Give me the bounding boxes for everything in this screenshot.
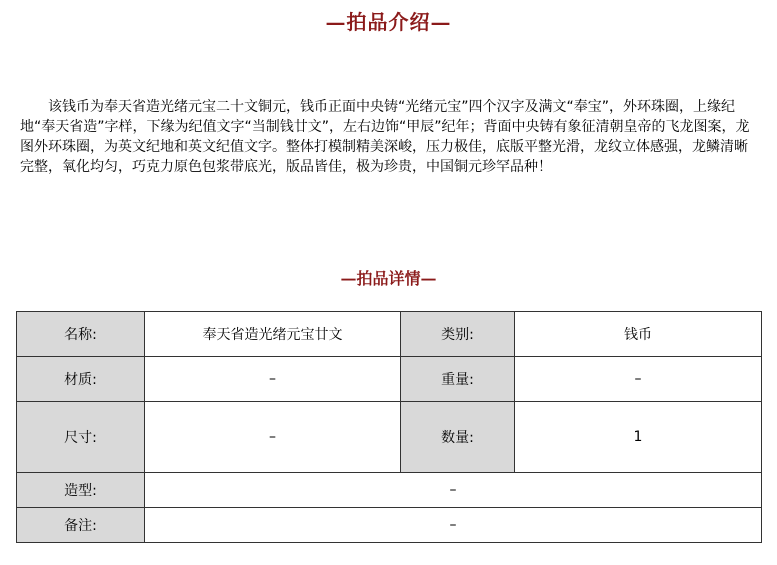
table-row <box>17 473 762 508</box>
material-label: 材质: <box>17 357 145 402</box>
shape-value: – <box>145 473 762 508</box>
quantity-label: 数量: <box>401 402 515 473</box>
lot-details-table <box>16 311 762 543</box>
table-row <box>17 402 762 473</box>
quantity-value: 1 <box>515 402 762 473</box>
note-value: – <box>145 508 762 543</box>
section-title-lot-details: —拍品详情— <box>340 269 437 288</box>
size-label: 尺寸: <box>17 402 145 473</box>
section-title-lot-intro: —拍品介绍— <box>325 10 452 34</box>
shape-label: 造型: <box>17 473 145 508</box>
category-value: 钱币 <box>515 312 762 357</box>
lot-description: 该钱币为奉天省造光绪元宝二十文铜元，钱币正面中央铸“光绪元宝”四个汉字及满文“奉宝”，外环珠圈，上缘纪地“奉天省造”字样，下缘为纪值文字“当制钱廿文”，左右边饰“甲辰”纪年；背面中央铸有象征清朝皇帝的飞龙图案，龙图外环珠圈，为英文纪地和英文纪值文字。整体打模制精美深峻，压力极佳，底版平整光滑，龙纹立体感强，龙鳞清晰完整，氧化均匀，巧克力原色包浆带底光，版品皆佳，极为珍贵，中国铜元珍罕品种！ <box>20 99 750 175</box>
weight-value: – <box>515 357 762 402</box>
weight-label: 重量: <box>401 357 515 402</box>
table-row <box>17 508 762 543</box>
name-value: 奉天省造光绪元宝廿文 <box>145 312 401 357</box>
category-label: 类别: <box>401 312 515 357</box>
name-label: 名称: <box>17 312 145 357</box>
table-row <box>17 312 762 357</box>
note-label: 备注: <box>17 508 145 543</box>
size-value: – <box>145 402 401 473</box>
table-row <box>17 357 762 402</box>
material-value: – <box>145 357 401 402</box>
